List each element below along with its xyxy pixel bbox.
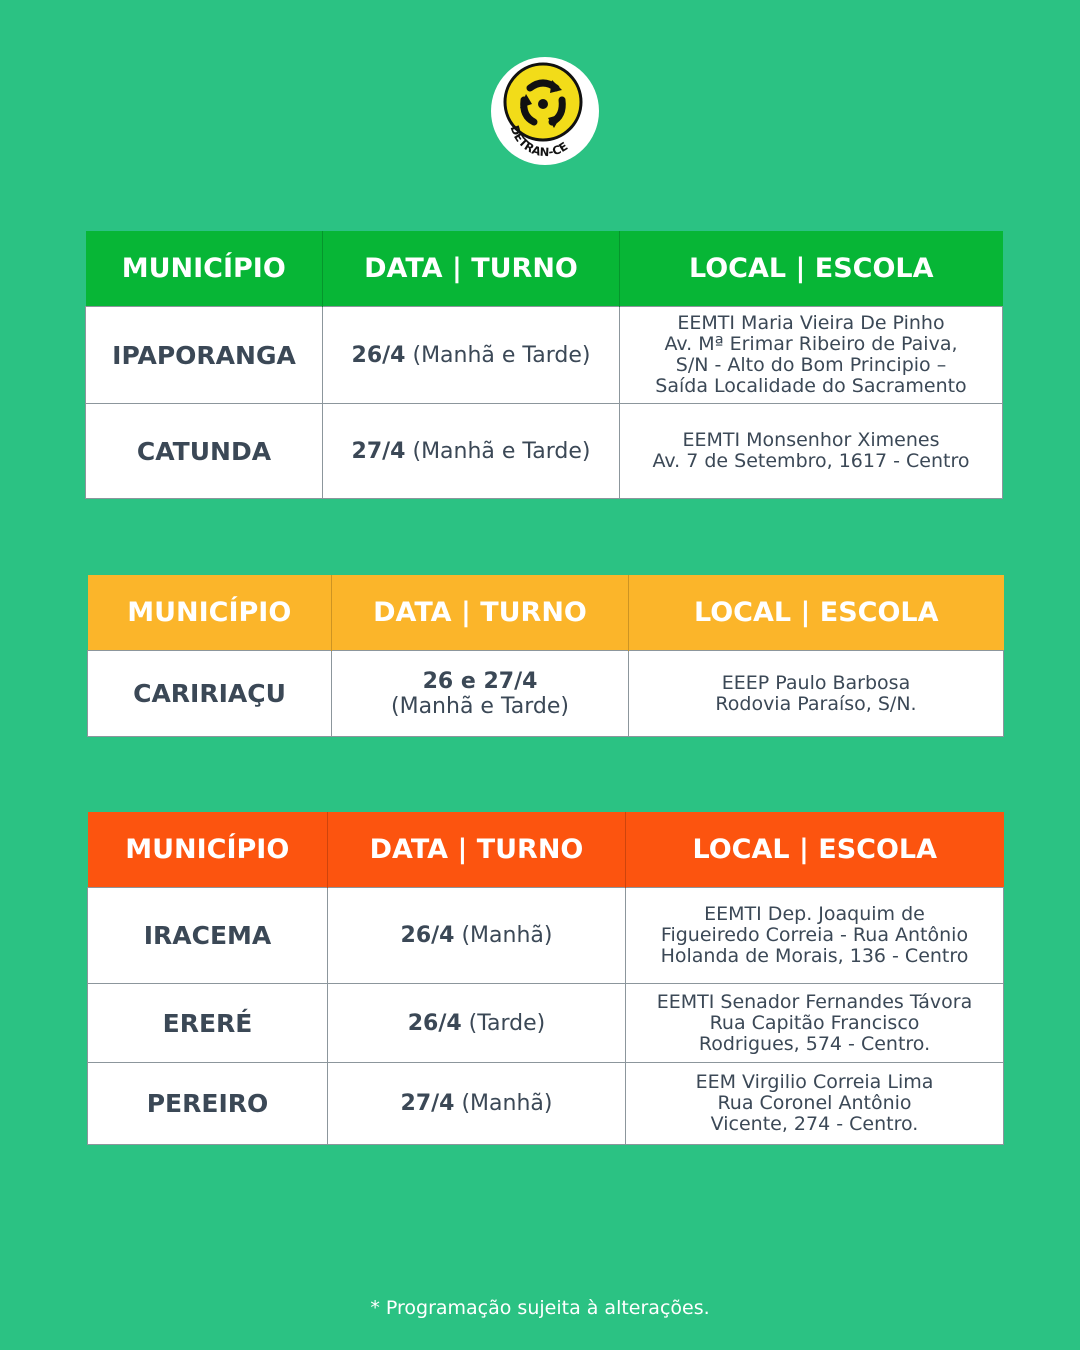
header-local-escola: LOCAL | ESCOLA [626,812,1004,888]
local-line: Holanda de Morais, 136 - Centro [660,945,969,967]
schedule-table-2 [87,575,1004,737]
header-local-escola: LOCAL | ESCOLA [629,575,1004,651]
local-cell [626,984,1004,1063]
turno-value: (Manhã) [454,923,553,948]
date-value: 27/4 [351,438,406,464]
local-line: Vicente, 274 - Centro. [710,1113,919,1135]
schedule-table-3 [87,812,1004,1145]
date-cell [328,1063,626,1145]
date-value: 26/4 [351,342,406,368]
date-cell [328,888,626,984]
table-row [88,984,1004,1063]
logo-text: DETRAN-CE [507,123,571,160]
municipio-cell: CATUNDA [86,404,323,499]
local-line: Rodrigues, 574 - Centro. [698,1032,931,1055]
table-row [88,651,1004,737]
turno-value: (Manhã e Tarde) [391,693,569,719]
table-header-row [86,231,1003,307]
municipio-cell: CARIRIAÇU [88,651,332,737]
local-line: EEMTI Monsenhor Ximenes [682,429,940,451]
local-line: EEMTI Maria Vieira De Pinho [677,312,945,334]
municipio-cell: IPAPORANGA [86,307,323,404]
local-line: Av. 7 de Setembro, 1617 - Centro [652,450,970,472]
municipio-cell: ERERÉ [88,984,328,1063]
header-municipio: MUNICÍPIO [88,575,332,651]
header-data-turno: DATA | TURNO [328,812,626,888]
turno-value: (Manhã e Tarde) [405,342,591,368]
date-value [338,669,622,694]
date-cell [323,307,620,404]
local-line: EEM Virgilio Correia Lima [695,1071,934,1093]
date-value: 27/4 [400,1091,455,1116]
local-line: EEMTI Dep. Joaquim de [704,903,925,925]
footnote: * Programação sujeita à alterações. [370,1297,710,1319]
date-value-text: 26 e 27/4 [422,668,538,694]
header-local-escola: LOCAL | ESCOLA [620,231,1003,307]
detran-ce-recycle-arrows-icon [490,56,600,166]
detran-ce-logo [490,56,600,166]
local-cell [626,1063,1004,1145]
table-row [88,888,1004,984]
date-cell [328,984,626,1063]
schedule-table-1 [85,231,1003,499]
local-line: Rua Capitão Francisco [709,1011,920,1034]
date-cell [323,404,620,499]
local-line: Rua Coronel Antônio [717,1092,912,1114]
local-line: Rodovia Paraíso, S/N. [715,692,917,715]
local-line: Saída Localidade do Sacramento [655,375,967,397]
local-line: Av. Mª Erimar Ribeiro de Paiva, [664,333,958,355]
turno-value: (Manhã e Tarde) [405,438,591,464]
table-header-row [88,575,1004,651]
local-line: Figueiredo Correia - Rua Antônio [660,924,969,946]
header-municipio: MUNICÍPIO [86,231,323,307]
table-row [86,307,1003,404]
table-row [86,404,1003,499]
table-row [88,1063,1004,1145]
header-data-turno: DATA | TURNO [332,575,629,651]
local-cell [629,651,1004,737]
date-value: 26/4 [400,923,455,948]
table-header-row [88,812,1004,888]
municipio-cell: IRACEMA [88,888,328,984]
local-line: S/N - Alto do Bom Principio – [675,354,947,376]
date-value: 26/4 [407,1010,462,1036]
local-line: EEMTI Senador Fernandes Távora [656,990,973,1013]
local-cell [620,307,1003,404]
header-data-turno: DATA | TURNO [323,231,620,307]
local-cell [620,404,1003,499]
local-line: EEEP Paulo Barbosa [721,671,911,694]
local-cell [626,888,1004,984]
municipio-cell: PEREIRO [88,1063,328,1145]
turno-value: (Manhã) [454,1091,553,1116]
date-cell [332,651,629,737]
turno-value: (Tarde) [461,1010,546,1036]
header-municipio: MUNICÍPIO [88,812,328,888]
